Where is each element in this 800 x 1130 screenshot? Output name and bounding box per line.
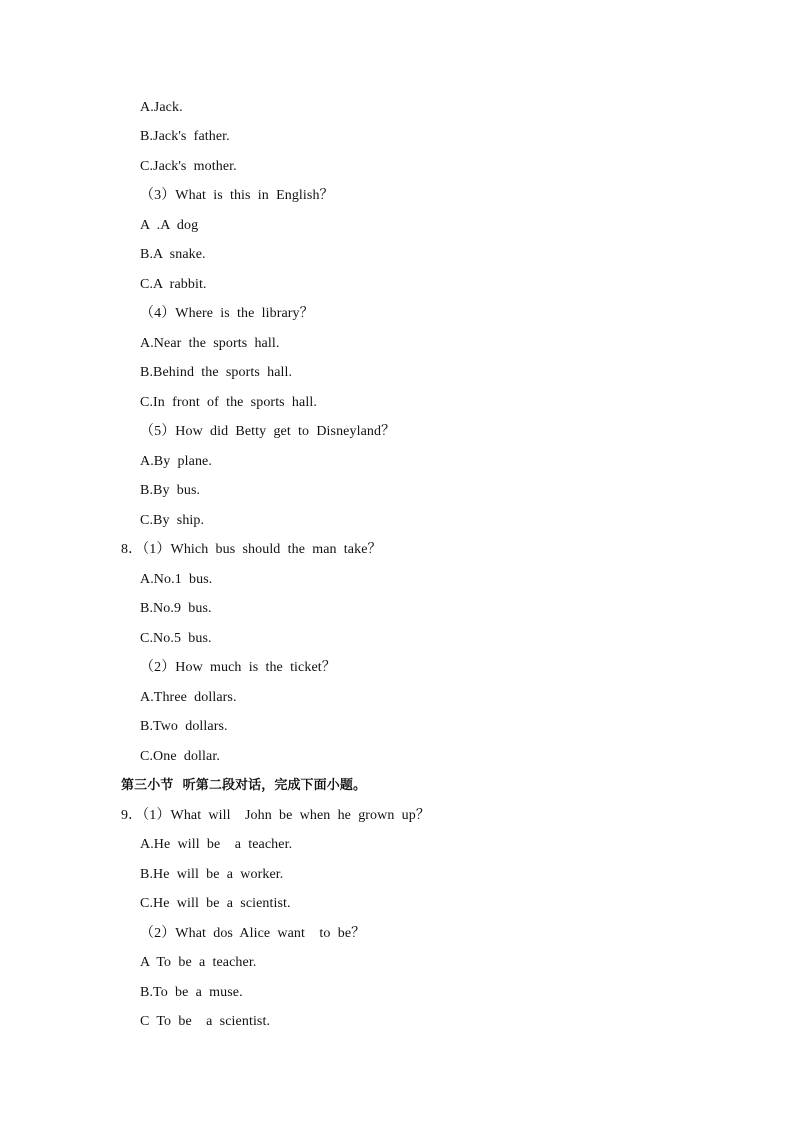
subquestion-text: （2）What dos Alice want to be？ <box>140 926 366 941</box>
option-text: A.Near the sports hall. <box>140 336 280 351</box>
option-text: A.Jack. <box>140 100 183 115</box>
option-text: B.Jack's father. <box>140 129 230 144</box>
option-text: A.No.1 bus. <box>140 572 213 587</box>
option-text: B.No.9 bus. <box>140 601 212 616</box>
option-text: C.In front of the sports hall. <box>140 395 317 410</box>
option-text: A.He will be a teacher. <box>140 837 293 852</box>
option-text: C.By ship. <box>140 513 205 528</box>
option-text: A.By plane. <box>140 454 212 469</box>
option-text: C.Jack's mother. <box>140 159 237 174</box>
option-text: B.A snake. <box>140 247 206 262</box>
option-text: B.To be a muse. <box>140 985 243 1000</box>
option-text: C.He will be a scientist. <box>140 896 291 911</box>
question-text: 8．（1）Which bus should the man take？ <box>121 542 382 557</box>
subquestion-text: （2）How much is the ticket？ <box>140 660 336 675</box>
option-text: B.He will be a worker. <box>140 867 284 882</box>
option-text: A To be a teacher. <box>140 955 257 970</box>
option-text: B.Two dollars. <box>140 719 228 734</box>
subquestion-text: （4）Where is the library？ <box>140 306 314 321</box>
subquestion-text: （3）What is this in English？ <box>140 188 334 203</box>
option-text: A .A dog <box>140 218 199 233</box>
option-text: C.No.5 bus. <box>140 631 212 646</box>
option-text: A.Three dollars. <box>140 690 237 705</box>
section-heading: 第三小节 听第二段对话，完成下面小题。 <box>121 778 367 793</box>
option-text: B.Behind the sports hall. <box>140 365 293 380</box>
option-text: C.A rabbit. <box>140 277 207 292</box>
option-text: C.One dollar. <box>140 749 220 764</box>
option-text: C To be a scientist. <box>140 1014 271 1029</box>
subquestion-text: （5）How did Betty get to Disneyland？ <box>140 424 396 439</box>
option-text: B.By bus. <box>140 483 201 498</box>
question-text: 9．（1）What will John be when he grown up？ <box>121 808 430 823</box>
